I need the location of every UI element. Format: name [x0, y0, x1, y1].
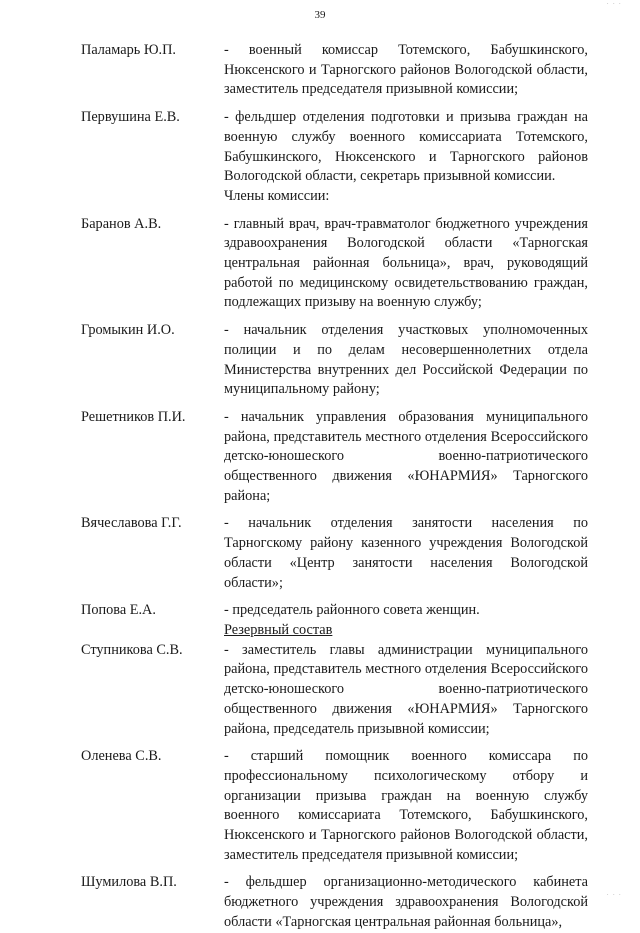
- list-entry: [0, 408, 640, 507]
- list-entry: [0, 41, 640, 100]
- list-entry: [0, 215, 640, 314]
- commission-list: [0, 41, 640, 933]
- member-name: Вячеславова Г.Г.: [81, 515, 182, 532]
- member-name: Первушина Е.В.: [81, 109, 180, 126]
- page-number: 39: [314, 9, 326, 21]
- member-name: Баранов А.В.: [81, 215, 162, 232]
- member-name: Громыкин И.О.: [81, 322, 175, 339]
- member-name: Оленева С.В.: [81, 748, 162, 765]
- list-entry: [0, 641, 640, 740]
- member-description: - начальник отделения участковых уполномоченных полиции и по делам несовершеннолетних отдела Министерства внутренних дел Российской Федерации по муниципальному району;: [224, 322, 588, 398]
- member-description: - начальник управления образования муниципального района, представитель местного отделения Всероссийского детско-юношеского военно-патриотического общественного движения «ЮНАРМИЯ» Тарногского района;: [224, 408, 588, 504]
- member-description: - военный комиссар Тотемского, Бабушкинского, Нюксенского и Тарногского районов Вологодской области, заместитель председателя призывной комиссии;: [224, 42, 588, 98]
- member-name: Паламарь Ю.П.: [81, 42, 176, 58]
- list-entry: [0, 873, 640, 932]
- member-name: Решетников П.И.: [81, 408, 186, 425]
- member-description: - главный врач, врач-травматолог бюджетного учреждения здравоохранения Вологодской области «Тарногская центральная районная больница», врач, руководящий работой по медицинскому освидетельствованию граждан, подлежащих призыву на военную службу;: [224, 215, 588, 311]
- scan-mark-top: · · ·: [606, 0, 622, 8]
- members-heading: Члены комиссии:: [224, 187, 330, 204]
- list-entry: [0, 601, 640, 621]
- member-description: - начальник отделения занятости населения по Тарногскому району казенного учреждения Вологодской области «Центр занятости населения Вологодской области»;: [224, 515, 588, 591]
- member-description: - старший помощник военного комиссара по профессиональному психологическому отбору и организации призыва граждан на военную службу военного комиссариата Тотемского, Бабушкинского, Нюксенского и Тарногского районов Вологодской области, заместитель председателя призывной комиссии;: [224, 748, 588, 863]
- reserve-heading: Резервный состав: [224, 621, 333, 638]
- list-entry: [0, 514, 640, 593]
- member-description: - фельдшер организационно-методического кабинета бюджетного учреждения здравоохранения Вологодской области «Тарногская центральная районная больница»,: [224, 874, 588, 930]
- member-description: - фельдшер отделения подготовки и призыва граждан на военную службу военного комиссариата Тотемского, Бабушкинского, Нюксенского и Тарногского районов Вологодской области, секретарь призывной комиссии.: [224, 109, 588, 185]
- member-name: Ступникова С.В.: [81, 641, 183, 658]
- list-entry: [0, 321, 640, 400]
- member-name: Попова Е.А.: [81, 602, 156, 619]
- list-entry: [0, 747, 640, 865]
- member-name: Шумилова В.П.: [81, 874, 177, 891]
- list-entry: [0, 108, 640, 187]
- member-description: - заместитель главы администрации муниципального района, представитель местного отделения Всероссийского детско-юношеского военно-патриотического общественного движения «ЮНАРМИЯ» Тарногского района, председатель призывной комиссии;: [224, 641, 588, 737]
- scan-mark-bottom: · · ·: [606, 891, 622, 899]
- member-description: - председатель районного совета женщин.: [224, 602, 480, 619]
